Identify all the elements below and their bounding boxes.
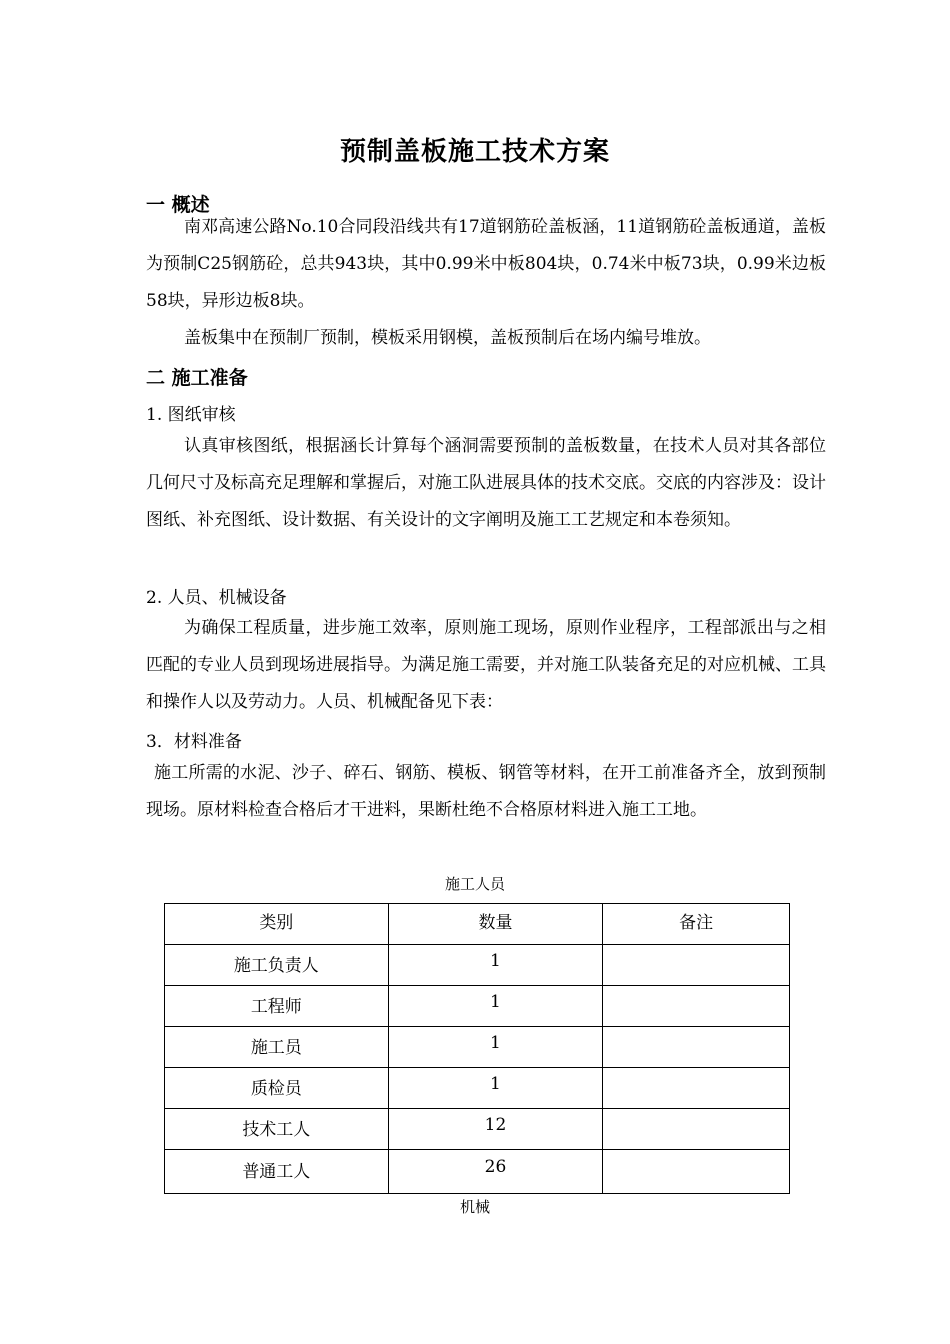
table-cell-category: 普通工人 bbox=[165, 1150, 389, 1194]
subsection-label-drawing-review: 1. 图纸审核 bbox=[146, 405, 236, 425]
table-header-row bbox=[165, 904, 790, 945]
overview-paragraph-2: 盖板集中在预制厂预制，模板采用钢模，盖板预制后在场内编号堆放。 bbox=[184, 328, 711, 348]
overview-paragraph-1: 南邓高速公路No.10合同段沿线共有17道钢筋砼盖板涵，11道钢筋砼盖板通道，盖板为预制C25钢筋砼，总共943块，其中0.99米中板804块，0.74米中板73块，0.99米边板58块，异形边板8块。 bbox=[146, 217, 826, 311]
table-cell-remarks bbox=[603, 1109, 790, 1150]
table-header-quantity: 数量 bbox=[388, 904, 603, 945]
table-caption-staff: 施工人员 bbox=[444, 875, 505, 893]
table-row bbox=[165, 1027, 790, 1068]
table-cell-remarks bbox=[603, 945, 790, 986]
table-row bbox=[165, 1068, 790, 1109]
document-title: 预制盖板施工技术方案 bbox=[339, 137, 610, 167]
table-cell-quantity: 1 bbox=[388, 1027, 603, 1068]
table-header-category: 类别 bbox=[165, 904, 389, 945]
table-cell-category: 工程师 bbox=[165, 986, 389, 1027]
table-cell-remarks bbox=[603, 1027, 790, 1068]
table-cell-quantity: 26 bbox=[388, 1150, 603, 1194]
table-cell-remarks bbox=[603, 1068, 790, 1109]
table-cell-quantity: 1 bbox=[388, 1068, 603, 1109]
staff-table bbox=[164, 903, 790, 1194]
table-row bbox=[165, 945, 790, 986]
table-cell-remarks bbox=[603, 986, 790, 1027]
table-cell-category: 质检员 bbox=[165, 1068, 389, 1109]
section-heading-overview: 一 概述 bbox=[146, 194, 210, 216]
personnel-equipment-paragraph: 为确保工程质量，进步施工效率，原则施工现场，原则作业程序，工程部派出与之相匹配的专业人员到现场进展指导。为满足施工需要，并对施工队装备充足的对应机械、工具和操作人以及劳动力。人员、机械配备见下表： bbox=[146, 618, 826, 712]
table-cell-category: 技术工人 bbox=[165, 1109, 389, 1150]
table-caption-machinery: 机械 bbox=[459, 1198, 490, 1216]
table-cell-remarks bbox=[603, 1150, 790, 1194]
subsection-label-material-preparation: 3．材料准备 bbox=[146, 732, 242, 752]
table-cell-quantity: 1 bbox=[388, 986, 603, 1027]
drawing-review-paragraph: 认真审核图纸，根据涵长计算每个涵洞需要预制的盖板数量，在技术人员对其各部位几何尺寸及标高充足理解和掌握后，对施工队进展具体的技术交底。交底的内容涉及：设计图纸、补充图纸、设计数据、有关设计的文字阐明及施工工艺规定和本卷须知。 bbox=[146, 436, 826, 530]
table-cell-quantity: 1 bbox=[388, 945, 603, 986]
section-heading-preparation: 二 施工准备 bbox=[146, 367, 248, 389]
table-cell-category: 施工员 bbox=[165, 1027, 389, 1068]
material-preparation-paragraph: 施工所需的水泥、沙子、碎石、钢筋、模板、钢管等材料，在开工前准备齐全，放到预制现场。原材料检查合格后才干进料，果断杜绝不合格原材料进入施工工地。 bbox=[146, 763, 826, 820]
table-cell-quantity: 12 bbox=[388, 1109, 603, 1150]
subsection-label-personnel-equipment: 2. 人员、机械设备 bbox=[146, 588, 287, 608]
table-row bbox=[165, 1150, 790, 1194]
table-row bbox=[165, 1109, 790, 1150]
table-cell-category: 施工负责人 bbox=[165, 945, 389, 986]
table-row bbox=[165, 986, 790, 1027]
table-header-remarks: 备注 bbox=[603, 904, 790, 945]
